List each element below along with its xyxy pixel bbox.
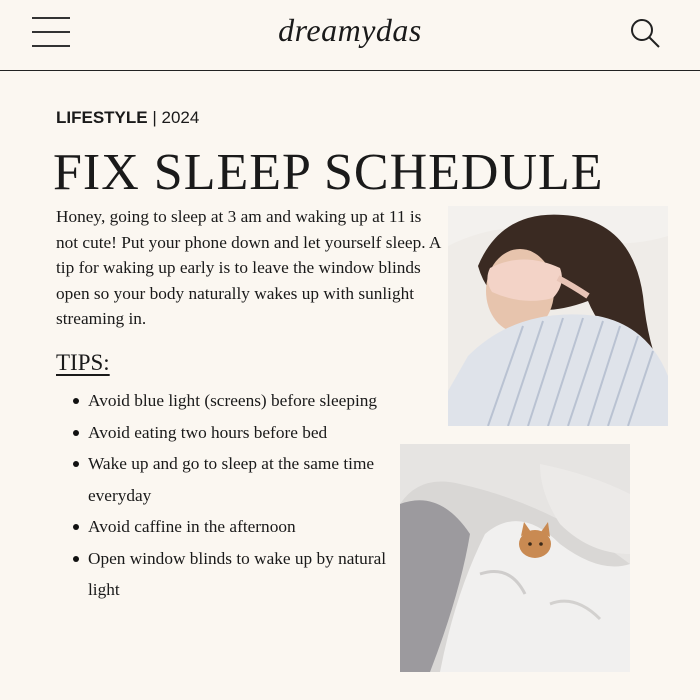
- article-kicker: [56, 108, 199, 128]
- kicker-separator: |: [152, 108, 157, 127]
- year-label: 2024: [161, 108, 200, 127]
- category-label[interactable]: LIFESTYLE: [56, 108, 148, 127]
- site-logo[interactable]: dreamydas: [278, 12, 422, 48]
- tips-heading: TIPS:: [56, 350, 110, 375]
- page-title: FIX SLEEP SCHEDULE: [53, 144, 604, 201]
- list-item: Avoid caffine in the afternoon: [70, 511, 400, 543]
- list-item: Wake up and go to sleep at the same time everyday: [70, 448, 400, 511]
- list-item: Open window blinds to wake up by natural light: [70, 543, 400, 606]
- search-icon[interactable]: [628, 16, 662, 50]
- cat-in-bed-photo: [400, 444, 630, 672]
- sleeping-woman-photo: [448, 206, 668, 426]
- tips-list: [70, 385, 400, 606]
- site-header: [0, 0, 700, 71]
- intro-paragraph: Honey, going to sleep at 3 am and waking up at 11 is not cute! Put your phone down and let yourself sleep. A tip for waking up early is to leave the window blinds open so your body naturally wakes up with sunlight streaming in.: [56, 207, 441, 328]
- list-item: Avoid eating two hours before bed: [70, 417, 400, 449]
- list-item: Avoid blue light (screens) before sleeping: [70, 385, 400, 417]
